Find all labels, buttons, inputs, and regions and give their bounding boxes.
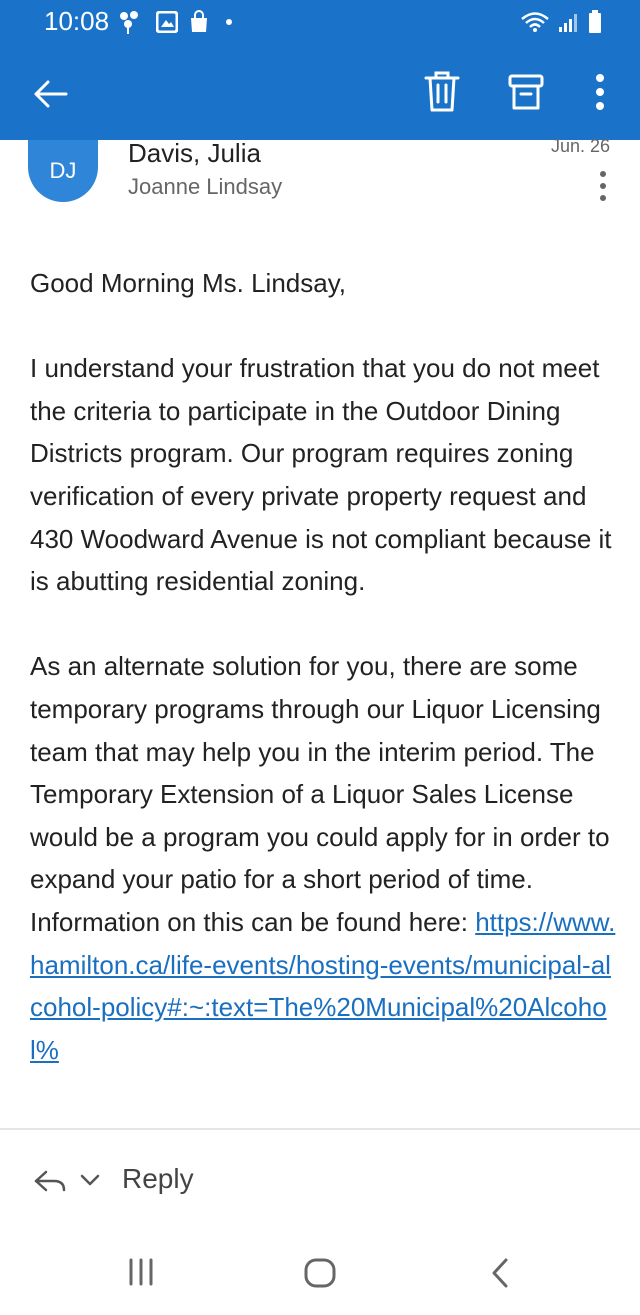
status-bar bbox=[0, 0, 640, 44]
message-more-icon[interactable] bbox=[598, 170, 608, 202]
pinwheel-icon bbox=[118, 10, 146, 34]
shopping-bag-icon bbox=[188, 10, 210, 34]
email-paragraph bbox=[30, 645, 620, 1071]
signal-icon bbox=[558, 11, 580, 33]
app-bar bbox=[0, 44, 640, 140]
email-body bbox=[30, 262, 620, 1071]
email-link[interactable]: https://www.hamilton.ca/life-events/hosting-events/municipal-alcohol-policy#:~:text=The%20Municipal%20Alcohol% bbox=[30, 906, 616, 1065]
avatar[interactable]: DJ bbox=[28, 140, 98, 202]
email-paragraph: I understand your frustration that you do not meet the criteria to participate in the Outdoor Dining Districts program. Our program requires zoning verification of every private property request and 430 Woodward Avenue is not compliant because it is abutting residential zoning. bbox=[30, 353, 612, 597]
archive-icon[interactable] bbox=[506, 72, 546, 112]
email-date: Jun. 26 bbox=[550, 136, 610, 156]
status-notification-icons bbox=[118, 10, 232, 34]
chevron-down-icon[interactable] bbox=[80, 1173, 100, 1187]
recipient-name: Joanne Lindsay bbox=[128, 174, 283, 199]
home-icon[interactable] bbox=[304, 1258, 336, 1288]
trash-icon[interactable] bbox=[422, 70, 462, 114]
back-icon[interactable] bbox=[490, 1258, 510, 1288]
reply-arrow-icon[interactable] bbox=[32, 1168, 66, 1194]
reply-button[interactable]: Reply bbox=[122, 1163, 194, 1194]
status-time: 10:08 bbox=[44, 6, 110, 36]
email-header bbox=[0, 136, 640, 220]
system-nav-bar bbox=[0, 1230, 640, 1315]
battery-icon bbox=[588, 10, 602, 34]
sender-name: Davis, Julia bbox=[128, 138, 261, 168]
status-system-icons bbox=[520, 10, 602, 34]
wifi-icon bbox=[520, 11, 550, 33]
email-paragraph-text: As an alternate solution for you, there are some temporary programs through our Liquor Licensing team that may help you in the interim period. The Temporary Extension of a Liquor Sales License would be a program you could apply for in order to expand your patio for a short period of time. Information on this can be found here: bbox=[30, 651, 610, 937]
email-greeting: Good Morning Ms. Lindsay, bbox=[30, 268, 346, 298]
more-vertical-icon[interactable] bbox=[590, 72, 610, 112]
photo-icon bbox=[156, 11, 178, 33]
recents-icon[interactable] bbox=[128, 1258, 154, 1286]
back-arrow-icon[interactable] bbox=[30, 74, 70, 114]
reply-bar[interactable] bbox=[0, 1130, 640, 1230]
dot-icon bbox=[226, 19, 232, 25]
